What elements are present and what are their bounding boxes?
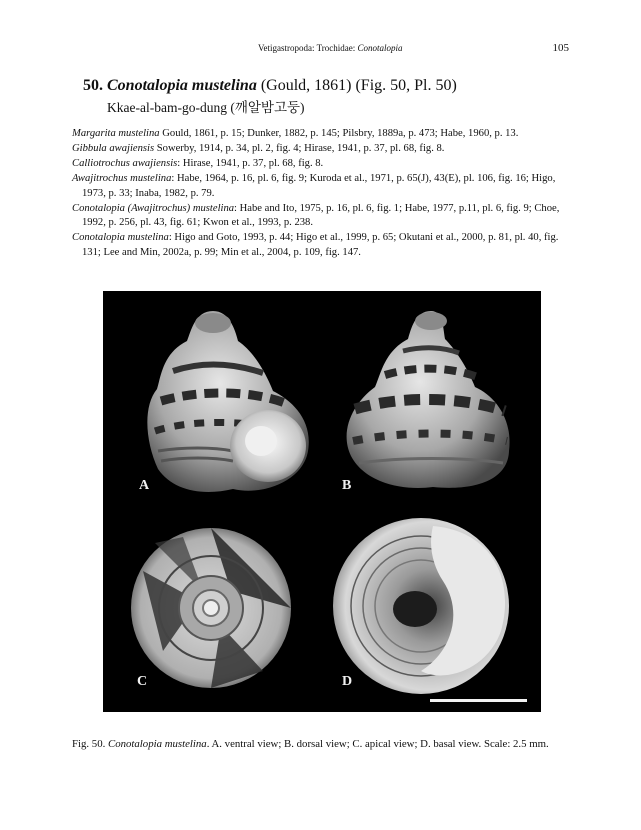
synonym-taxon: Margarita mustelina: [72, 128, 160, 139]
running-title-genus: Conotalopia: [357, 43, 403, 53]
synonym-taxon: Conotalopia mustelina: [72, 232, 169, 244]
synonym-references: Gould, 1861, p. 15; Dunker, 1882, p. 145; Pilsbry, 1889a, p. 473; Habe, 1960, p. 13.: [159, 128, 519, 139]
synonym-references: : Hirase, 1941, p. 37, pl. 68, fig. 8.: [177, 157, 324, 169]
synonymy-entry: [72, 172, 569, 202]
scale-bar: [430, 699, 527, 702]
shell-photo-plate: [103, 291, 541, 712]
korean-name: Kkae-al-bam-go-dung (깨알밤고둥): [107, 100, 305, 115]
synonymy-entry: [72, 157, 569, 172]
caption-prefix: Fig. 50.: [72, 738, 108, 750]
caption-species: Conotalopia mustelina: [108, 738, 207, 750]
species-authority: (Gould, 1861) (Fig. 50, Pl. 50): [260, 77, 457, 94]
synonym-taxon: Gibbula awajiensis: [72, 142, 155, 154]
synonymy-entry: [72, 127, 569, 142]
panel-label-d: D: [342, 674, 353, 689]
running-title-text: Vetigastropoda: Trochidae:: [258, 43, 358, 53]
synonym-references: : Habe, 1964, p. 16, pl. 6, fig. 9; Kuroda et al., 1971, p. 65(J), 43(E), pl. 106, fig. 16; Higo, 1973, p. 33; Inaba, 1982, p. 79.: [82, 172, 556, 199]
synonymy-entry: [72, 142, 569, 157]
page-number: 105: [552, 42, 569, 54]
synonym-taxon: Calliotrochus awajiensis: [72, 157, 178, 169]
panel-label-a: A: [139, 478, 150, 493]
running-head: [0, 43, 641, 57]
synonym-references: : Higo and Goto, 1993, p. 44; Higo et al., 1999, p. 65; Okutani et al., 2000, p. 81, pl. 40, fig. 131; Lee and Min, 2002a, p. 99; Min et al., 2004, p. 109, fig. 147.: [82, 232, 559, 259]
figure-caption: [72, 737, 572, 752]
shell-view-b: [347, 311, 510, 488]
species-heading: [83, 76, 583, 96]
shell-view-a: [147, 311, 308, 492]
species-binomial: Conotalopia mustelina: [107, 77, 257, 94]
shell-photographs: [103, 291, 541, 712]
synonym-taxon: Conotalopia (Awajitrochus) mustelina: [72, 202, 235, 214]
synonymy-entry: [72, 231, 569, 261]
synonym-taxon: Awajitrochus mustelina: [72, 172, 172, 184]
synonym-references: Sowerby, 1914, p. 34, pl. 2, fig. 4; Hirase, 1941, p. 37, pl. 68, fig. 8.: [154, 142, 445, 154]
shell-view-d: [333, 518, 509, 694]
panel-label-c: C: [137, 674, 148, 689]
panel-label-b: B: [342, 478, 352, 493]
shell-view-c: [131, 528, 291, 688]
synonymy-list: [72, 127, 569, 261]
synonym-references: : Habe and Ito, 1975, p. 16, pl. 6, fig. 1; Habe, 1977, p.11, pl. 6, fig. 9; Choe, 1992, p. 256, pl. 43, fig. 61; Kwon et al., 1993, p. 238.: [82, 202, 560, 229]
caption-text: . A. ventral view; B. dorsal view; C. apical view; D. basal view. Scale: 2.5 mm.: [206, 738, 549, 750]
running-title: [258, 43, 403, 53]
synonymy-entry: [72, 202, 569, 232]
species-number: 50.: [83, 77, 103, 94]
